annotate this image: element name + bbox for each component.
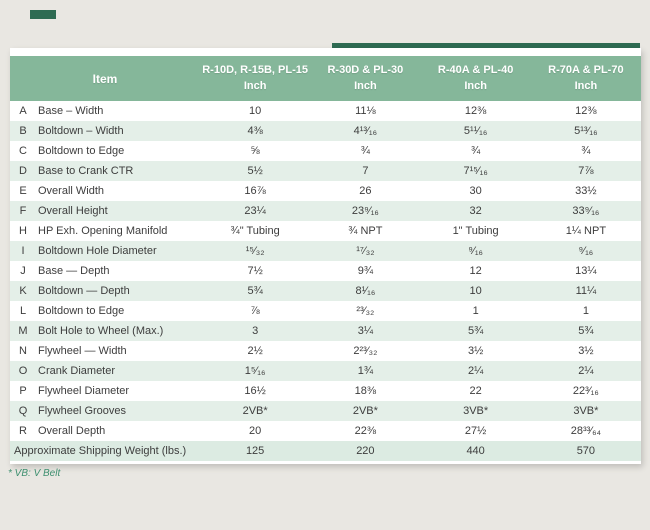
row-value: 1" Tubing: [452, 225, 499, 237]
row-label: Overall Height: [38, 205, 108, 217]
row-value: 5½: [247, 165, 263, 177]
row-value: 4¹³⁄₁₆: [353, 125, 378, 137]
row-value: 3½: [467, 345, 484, 357]
row-value: 3½: [578, 345, 594, 357]
row-value: 11⅛: [355, 105, 376, 117]
row-value: 2VB*: [352, 405, 378, 417]
row-value: 23¼: [244, 205, 266, 217]
row-value: ⅝: [250, 145, 260, 157]
row-letter: K: [19, 285, 27, 297]
shipping-weight-value: 125: [245, 445, 265, 457]
row-value: 23⁹⁄₁₆: [351, 205, 379, 217]
shipping-weight-value: 570: [576, 445, 596, 457]
table-row: [10, 101, 641, 121]
model-names: R-10D, R-15B, PL-15: [202, 64, 308, 77]
row-letter: A: [19, 105, 27, 117]
table-row: [10, 321, 641, 341]
row-letter: B: [19, 125, 27, 137]
table-row: [10, 241, 641, 261]
row-value: 12⅜: [464, 105, 487, 117]
row-letter: L: [19, 305, 27, 317]
row-value: 22: [469, 385, 482, 397]
row-label: Boltdown — Depth: [38, 285, 130, 297]
row-value: 2VB*: [242, 405, 268, 417]
row-value: 5¹¹⁄₁₆: [463, 125, 488, 137]
row-value: 12: [469, 265, 482, 277]
row-value: 22³⁄₁₆: [572, 385, 599, 397]
row-letter: R: [19, 425, 27, 437]
column-header-model-3: [421, 63, 531, 94]
unit-label: Inch: [574, 79, 598, 92]
model-names: R-40A & PL-40: [437, 64, 514, 77]
row-value: 3¼: [357, 325, 374, 337]
row-value: ¾: [471, 145, 481, 157]
row-letter: O: [18, 365, 28, 377]
row-label: Boltdown Hole Diameter: [38, 245, 157, 257]
row-label: Overall Depth: [38, 425, 106, 437]
row-value: ¹⁷⁄₃₂: [356, 245, 375, 257]
row-label: Base – Width: [38, 105, 104, 117]
row-value: 4⅜: [247, 125, 263, 137]
table-row: [10, 281, 641, 301]
row-label: Boltdown – Width: [38, 125, 124, 137]
row-value: 1¼ NPT: [565, 225, 607, 237]
row-label: Base — Depth: [38, 265, 110, 277]
row-label: Flywheel — Width: [38, 345, 127, 357]
row-letter: J: [20, 265, 26, 277]
row-value: 12⅜: [575, 105, 597, 117]
row-value: 11¼: [575, 285, 597, 297]
table-row: [10, 161, 641, 181]
row-value: ¾" Tubing: [230, 225, 280, 237]
model-names: R-30D & PL-30: [327, 64, 404, 77]
row-value: 7¹⁵⁄₁₆: [463, 165, 488, 177]
row-value: 16⅞: [244, 185, 266, 197]
row-label: Base to Crank CTR: [38, 165, 134, 177]
row-value: ¾ NPT: [348, 225, 383, 237]
row-label: Flywheel Diameter: [38, 385, 130, 397]
table-row: [10, 401, 641, 421]
row-value: 28³³⁄₆₄: [570, 425, 602, 437]
row-value: ¹⁵⁄₃₂: [245, 245, 265, 257]
column-header-item: Item: [92, 71, 118, 86]
row-value: 1⁵⁄₁₆: [244, 365, 266, 377]
row-value: 5¾: [578, 325, 594, 337]
row-label: HP Exh. Opening Manifold: [38, 225, 168, 237]
row-value: 33⁹⁄₁₆: [572, 205, 600, 217]
model-names: R-70A & PL-70: [548, 64, 624, 77]
table-body: [10, 101, 641, 441]
column-header-model-2: [310, 63, 420, 94]
row-value: 27½: [464, 425, 487, 437]
table-row: [10, 381, 641, 401]
row-value: 13¼: [575, 265, 597, 277]
row-value: ¾: [360, 145, 370, 157]
row-letter: I: [21, 245, 25, 257]
row-value: 22⅜: [354, 425, 377, 437]
row-label: Boltdown to Edge: [38, 145, 125, 157]
table-row: [10, 361, 641, 381]
row-value: 5¹³⁄₁₆: [574, 125, 598, 137]
row-value: 5¾: [467, 325, 484, 337]
row-value: 2²³⁄₃₂: [353, 345, 378, 357]
row-value: 5¾: [247, 285, 263, 297]
row-value: 18⅜: [354, 385, 377, 397]
unit-label: Inch: [464, 79, 487, 92]
row-value: ⁹⁄₁₆: [468, 245, 483, 257]
row-label: Bolt Hole to Wheel (Max.): [38, 325, 164, 337]
row-value: 7⅞: [578, 165, 594, 177]
row-letter: H: [19, 225, 27, 237]
shipping-weight-value: 220: [356, 445, 375, 457]
table-row: [10, 141, 641, 161]
row-letter: Q: [18, 405, 28, 417]
row-value: 1: [582, 305, 589, 317]
table-header-row: [10, 56, 641, 101]
row-value: 10: [469, 285, 482, 297]
row-value: ¾: [581, 145, 591, 157]
shipping-weight-row: [10, 441, 641, 461]
row-value: 7: [362, 165, 369, 177]
row-value: 20: [249, 425, 262, 437]
row-value: 8¹⁄₁₆: [355, 285, 376, 297]
row-value: 3VB*: [573, 405, 599, 417]
row-label: Boltdown to Edge: [38, 305, 125, 317]
table-row: [10, 421, 641, 441]
row-value: 32: [469, 205, 482, 217]
row-label: Flywheel Grooves: [38, 405, 127, 417]
row-value: 10: [249, 105, 262, 117]
vb-footnote: * VB: V Belt: [8, 468, 61, 479]
row-letter: F: [19, 205, 27, 217]
row-value: 26: [359, 185, 372, 197]
table-row: [10, 341, 641, 361]
row-letter: C: [19, 145, 27, 157]
row-letter: P: [19, 385, 27, 397]
row-label: Overall Width: [38, 185, 105, 197]
row-value: 3VB*: [463, 405, 489, 417]
row-value: 1: [472, 305, 479, 317]
row-letter: N: [19, 345, 27, 357]
spec-table: [10, 48, 641, 464]
row-value: ²³⁄₃₂: [356, 305, 375, 317]
table-row: [10, 201, 641, 221]
table-row: [10, 181, 641, 201]
row-value: 7½: [247, 265, 263, 277]
table-row: [10, 221, 641, 241]
row-value: 2¼: [578, 365, 594, 377]
table-row: [10, 261, 641, 281]
column-header-model-4: [531, 63, 641, 94]
row-value: 2½: [247, 345, 263, 357]
row-value: 1¾: [357, 365, 374, 377]
unit-label: Inch: [243, 79, 267, 92]
row-letter: E: [19, 185, 27, 197]
row-value: 16½: [244, 385, 266, 397]
unit-label: Inch: [354, 79, 377, 92]
brand-dash-decor: [30, 10, 56, 19]
row-value: 2¼: [467, 365, 484, 377]
table-row: [10, 121, 641, 141]
row-value: 9¾: [357, 265, 374, 277]
shipping-weight-label: Approximate Shipping Weight (lbs.): [14, 445, 187, 457]
row-value: 33½: [575, 185, 597, 197]
row-letter: D: [19, 165, 27, 177]
row-value: ⅞: [250, 305, 260, 317]
row-value: 30: [469, 185, 482, 197]
row-letter: M: [18, 325, 28, 337]
row-label: Crank Diameter: [38, 365, 116, 377]
shipping-weight-value: 440: [466, 445, 485, 457]
row-value: ⁹⁄₁₆: [578, 245, 594, 257]
row-value: 3: [252, 325, 259, 337]
table-row: [10, 301, 641, 321]
column-header-model-1: [200, 63, 310, 94]
